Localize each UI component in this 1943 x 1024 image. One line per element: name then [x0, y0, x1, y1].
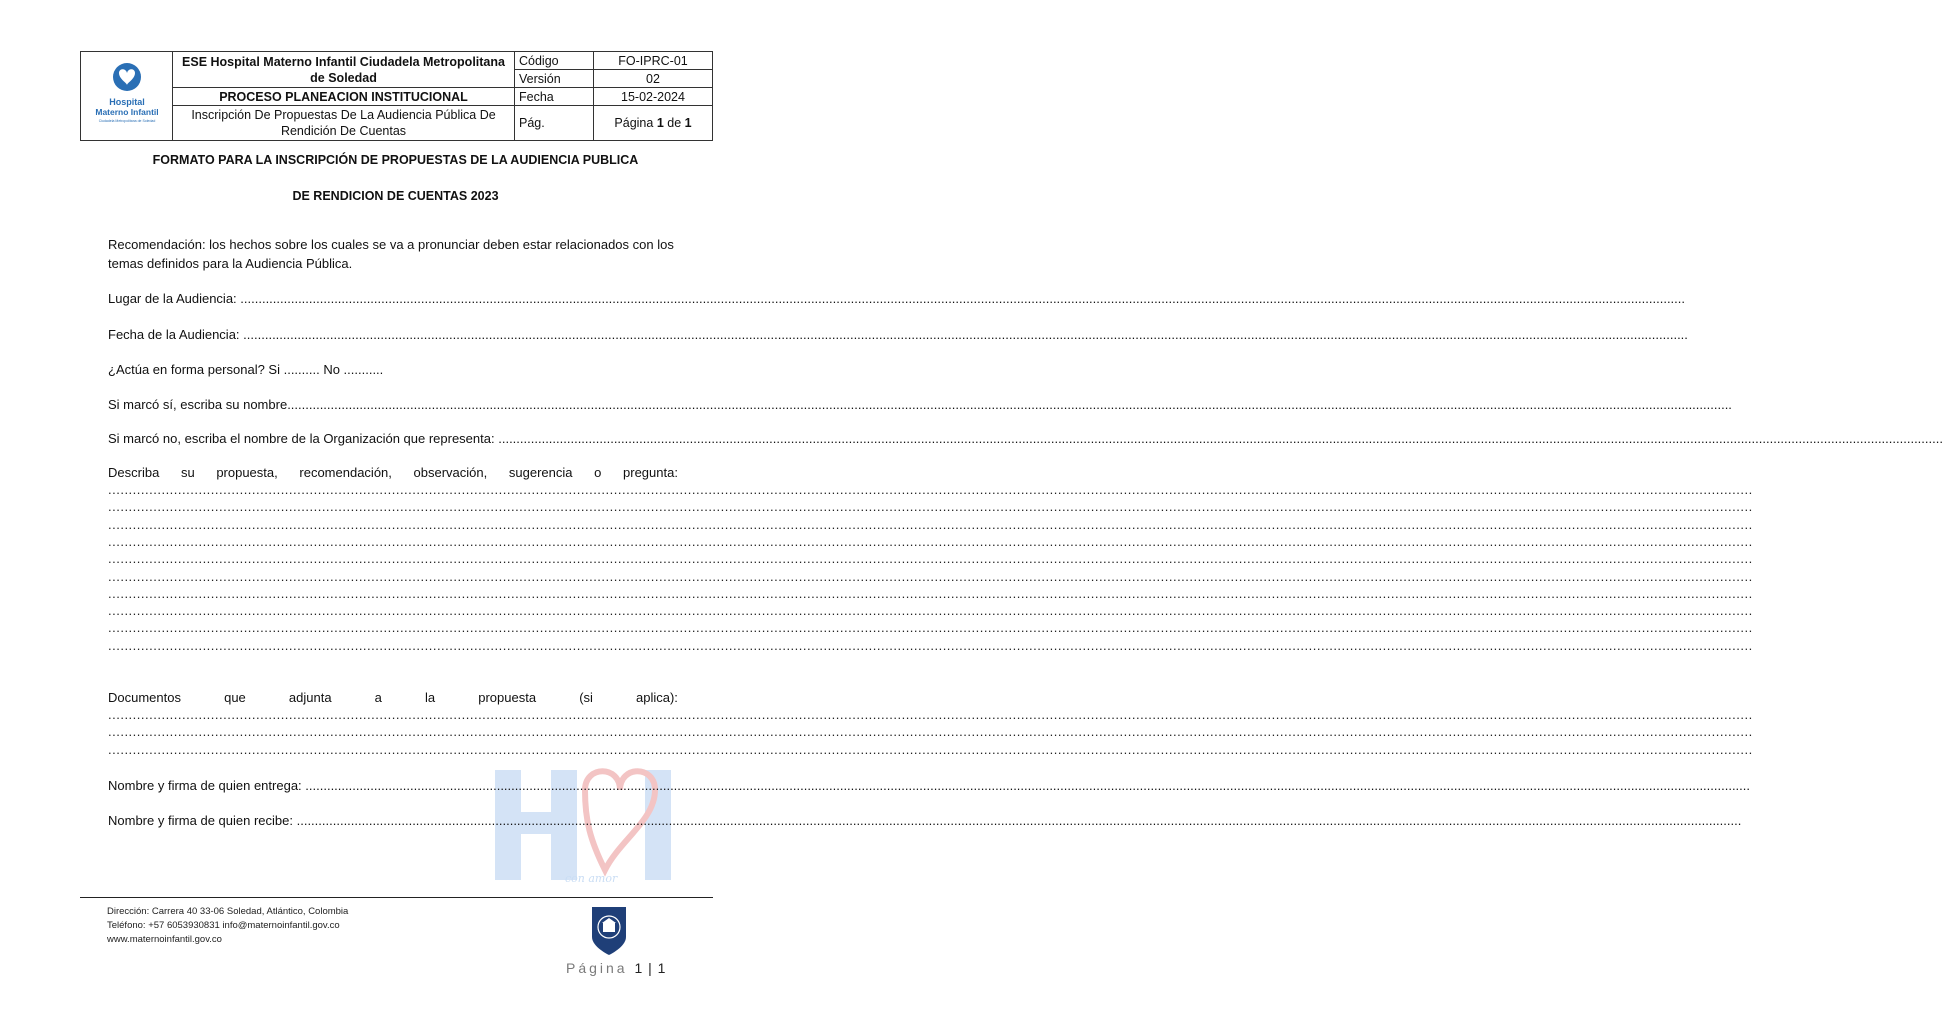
dot-leader: ................................................................................................................................................................................................................................................................................................................................................................................................................	[287, 397, 1732, 412]
pag-value: Página 1 de 1	[594, 106, 713, 141]
footer-address: Dirección: Carrera 40 33-06 Soledad, Atlántico, Colombia	[107, 906, 349, 917]
describe-word: sugerencia	[508, 465, 573, 480]
proposal-line[interactable]: ................................................................................................................................................................................................................................................................................................................................................................................................................	[108, 568, 1753, 584]
subject-text: Inscripción De Propuestas De La Audiencia Pública De Rendición De Cuentas	[173, 106, 515, 141]
fecha-label: Fecha	[515, 88, 594, 106]
proposal-line[interactable]: ................................................................................................................................................................................................................................................................................................................................................................................................................	[108, 533, 1753, 549]
proposal-line[interactable]: ................................................................................................................................................................................................................................................................................................................................................................................................................	[108, 603, 1753, 619]
seal-icon	[588, 903, 630, 957]
version-value: 02	[594, 70, 713, 88]
logo-cell	[81, 52, 173, 141]
describe-word: pregunta:	[623, 465, 678, 480]
fecha-value: 15-02-2024	[594, 88, 713, 106]
dot-leader: ................................................................................................................................................................................................................................................................................................................................................................................................................	[498, 431, 1943, 446]
process-name: PROCESO PLANEACION INSTITUCIONAL	[173, 88, 515, 106]
dot-leader: ................................................................................................................................................................................................................................................................................................................................................................................................................	[305, 778, 1751, 793]
dot-leader: ................................................................................................................................................................................................................................................................................................................................................................................................................	[296, 813, 1742, 828]
pag-label: Pág.	[515, 106, 594, 141]
describe-word: o	[594, 465, 602, 480]
logo-text-2: Materno Infantil	[94, 107, 159, 117]
lugar-field[interactable]: Lugar de la Audiencia: ................................................................................................................................................................................................................................................................................................................................................................................................................	[108, 291, 1686, 306]
describe-word: su	[180, 465, 195, 480]
hospital-logo-icon	[88, 55, 166, 133]
describe-word: recomendación,	[299, 465, 392, 480]
proposal-line[interactable]: ................................................................................................................................................................................................................................................................................................................................................................................................................	[108, 551, 1753, 567]
footer-web: www.maternoinfantil.gov.co	[107, 934, 222, 945]
version-label: Versión	[515, 70, 594, 88]
dot-leader: ................................................................................................................................................................................................................................................................................................................................................................................................................	[243, 327, 1688, 342]
documentos-line[interactable]: ................................................................................................................................................................................................................................................................................................................................................................................................................	[108, 741, 1753, 757]
describe-word: Describa	[108, 465, 160, 480]
nombre-recibe-field[interactable]: Nombre y firma de quien recibe: ................................................................................................................................................................................................................................................................................................................................................................................................................	[108, 813, 1742, 828]
dot-leader: ................................................................................................................................................................................................................................................................................................................................................................................................................	[240, 291, 1686, 306]
proposal-line[interactable]: ................................................................................................................................................................................................................................................................................................................................................................................................................	[108, 482, 1753, 497]
codigo-label: Código	[515, 52, 594, 70]
proposal-line[interactable]: ................................................................................................................................................................................................................................................................................................................................................................................................................	[108, 585, 1753, 601]
recommendation-line-2: temas definidos para la Audiencia Pública.	[108, 256, 353, 271]
footer-divider	[80, 897, 713, 898]
documentos-word: propuesta	[478, 690, 537, 705]
describe-word: observación,	[413, 465, 488, 480]
proposal-line[interactable]: ................................................................................................................................................................................................................................................................................................................................................................................................................	[108, 637, 1753, 653]
actua-field[interactable]: ¿Actúa en forma personal? Si .......... No ...........	[108, 362, 384, 377]
documentos-word: la	[425, 690, 436, 705]
watermark-text: con amor	[565, 872, 618, 885]
logo-text-1: Hospital	[108, 97, 145, 107]
logo-text-3: Ciudadela Metropolitana de Soledad	[98, 119, 155, 123]
documentos-word: que	[224, 690, 246, 705]
doc-title-line-2: DE RENDICION DE CUENTAS 2023	[292, 189, 499, 203]
describe-label	[108, 465, 678, 480]
documentos-word: Documentos	[108, 690, 181, 705]
si-nombre-field[interactable]: Si marcó sí, escriba su nombre................................................................................................................................................................................................................................................................................................................................................................................................................	[108, 397, 1732, 412]
documentos-line[interactable]: ................................................................................................................................................................................................................................................................................................................................................................................................................	[108, 707, 1753, 722]
proposal-line[interactable]: ................................................................................................................................................................................................................................................................................................................................................................................................................	[108, 499, 1753, 515]
fecha-field[interactable]: Fecha de la Audiencia: ................................................................................................................................................................................................................................................................................................................................................................................................................	[108, 327, 1688, 342]
codigo-value: FO-IPRC-01	[594, 52, 713, 70]
footer-page: Página 1 | 1	[566, 960, 667, 976]
documentos-word: adjunta	[288, 690, 332, 705]
no-org-field[interactable]: Si marcó no, escriba el nombre de la Organización que representa: ................................................................................................................................................................................................................................................................................................................................................................................................................	[108, 431, 1943, 446]
proposal-line[interactable]: ................................................................................................................................................................................................................................................................................................................................................................................................................	[108, 516, 1753, 532]
documentos-word: aplica):	[636, 690, 678, 705]
recommendation-line-1: Recomendación: los hechos sobre los cuales se va a pronunciar deben estar relacionados con los	[108, 237, 674, 252]
documentos-label	[108, 690, 678, 705]
header-table	[80, 51, 713, 141]
documentos-line[interactable]: ................................................................................................................................................................................................................................................................................................................................................................................................................	[108, 724, 1753, 740]
institution-name: ESE Hospital Materno Infantil Ciudadela Metropolitana de Soledad	[173, 52, 515, 88]
doc-title-line-1: FORMATO PARA LA INSCRIPCIÓN DE PROPUESTAS DE LA AUDIENCIA PUBLICA	[152, 153, 639, 167]
describe-word: propuesta,	[216, 465, 278, 480]
proposal-line[interactable]: ................................................................................................................................................................................................................................................................................................................................................................................................................	[108, 620, 1753, 636]
documentos-word: (si	[579, 690, 593, 705]
footer-phone: Teléfono: +57 6053930831 info@maternoinfantil.gov.co	[107, 920, 340, 931]
documentos-word: a	[374, 690, 382, 705]
nombre-entrega-field[interactable]: Nombre y firma de quien entrega: ................................................................................................................................................................................................................................................................................................................................................................................................................	[108, 778, 1751, 793]
